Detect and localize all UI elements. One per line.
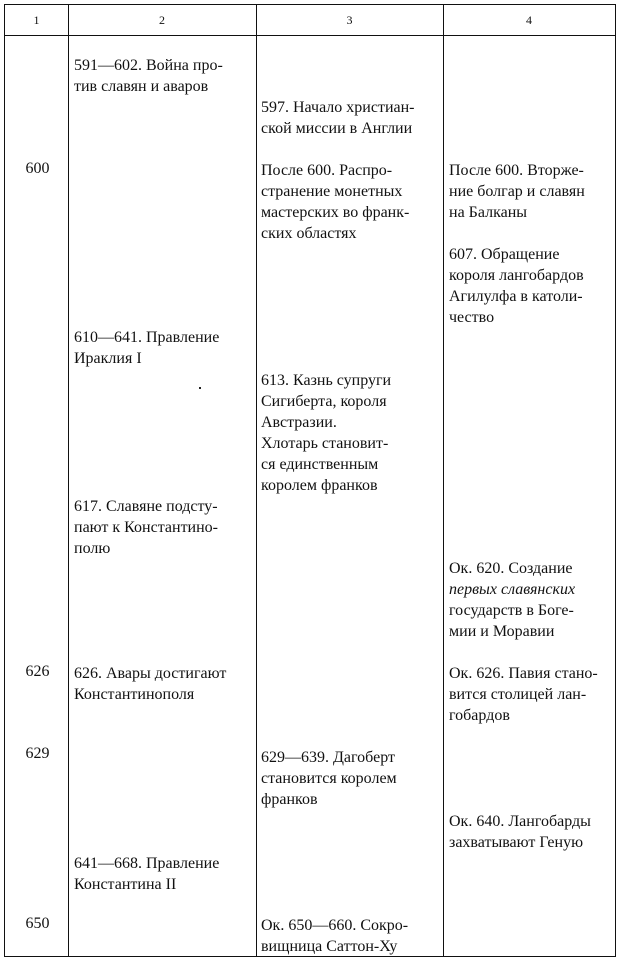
entry-626-pavia: Ок. 626. Павия стано- вится столицей лан- гобардов: [449, 665, 598, 724]
entry-after-600-mints: После 600. Распро- странение монетных мастерских во франк- ских областях: [261, 162, 410, 242]
column-divider: [68, 5, 69, 956]
header-divider: [5, 35, 615, 36]
year-650: 650: [25, 915, 50, 932]
entry-640: Ок. 640. Лангобарды захватывают Геную: [449, 813, 591, 851]
entry-after-600-invasion: После 600. Вторже- ние болгар и славян на Балканы: [449, 162, 585, 221]
entry-591: 591—602. Война про- тив славян и аваров: [74, 57, 223, 95]
entry-610: 610—641. Правление Ираклия I: [74, 329, 220, 367]
entry-620-line3: государств в Боге- мии и Моравии: [449, 602, 574, 640]
entry-617: 617. Славяне подсту- пают к Константино- полю: [74, 498, 219, 557]
entry-620-line2: первых славянских: [449, 581, 576, 598]
entry-626-avars: 626. Авары достигают Константинополя: [74, 665, 227, 703]
entry-613: 613. Казнь супруги Сигиберта, короля Австразии. Хлотарь становит- ся единственным королем франков: [261, 372, 392, 494]
year-629: 629: [25, 745, 50, 762]
entry-620-line1: Ок. 620. Создание: [449, 560, 573, 577]
column-divider: [443, 5, 444, 956]
header-col-3: 3: [346, 13, 353, 27]
header-col-2: 2: [159, 13, 165, 27]
entry-597: 597. Начало христиан- ской миссии в Англии: [261, 99, 415, 137]
entry-650-660: Ок. 650—660. Сокро- вищница Саттон-Ху: [261, 917, 409, 955]
header-col-1: 1: [33, 13, 40, 27]
header-col-4: 4: [526, 13, 532, 27]
year-600: 600: [25, 160, 50, 177]
year-626: 626: [25, 663, 50, 680]
chronology-table: [4, 4, 616, 957]
column-divider: [256, 5, 257, 956]
entry-629-639: 629—639. Дагоберт становится королем франков: [261, 749, 397, 808]
entry-607: 607. Обращение короля лангобардов Агилулфа в католи- чество: [449, 246, 584, 326]
stray-mark: [199, 387, 201, 389]
entry-641: 641—668. Правление Константина II: [74, 855, 220, 893]
